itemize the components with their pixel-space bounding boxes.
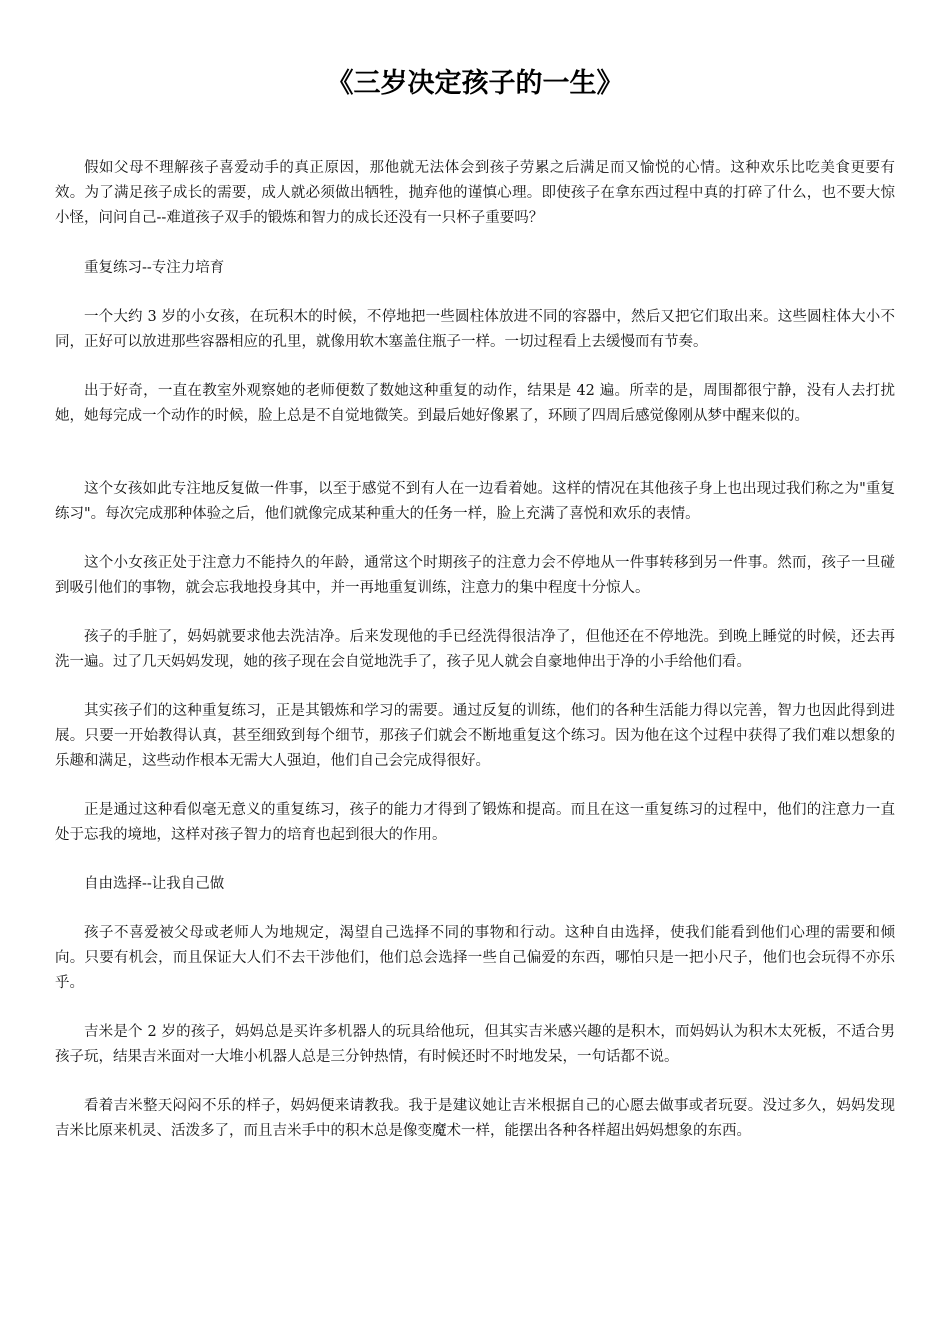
paragraph: 其实孩子们的这种重复练习，正是其锻炼和学习的需要。通过反复的训练，他们的各种生活能力得以完善，智力也因此得到进展。只要一开始教得认真，甚至细致到每个细节，那孩子们就会不断地重复这个练习。因为他在这个过程中获得了我们难以想象的乐趣和满足，这些动作根本无需大人强迫，他们自己会完成得很好。 — [55, 703, 895, 769]
paragraph: 看着吉米整天闷闷不乐的样子，妈妈便来请教我。我于是建议她让吉米根据自己的心愿去做事或者玩耍。没过多久，妈妈发现吉米比原来机灵、活泼多了，而且吉米手中的积木总是像变魔术一样，能摆出各种各样超出妈妈想象的东西。 — [55, 1098, 895, 1139]
paragraph: 孩子不喜爱被父母或老师人为地规定，渴望自己选择不同的事物和行动。这种自由选择，使我们能看到他们心理的需要和倾向。只要有机会，而且保证大人们不去干涉他们，他们总会选择一些自己偏爱的东西，哪怕只是一把小尺子，他们也会玩得不亦乐乎。 — [55, 925, 895, 991]
document-body — [55, 156, 895, 1144]
paragraph: 正是通过这种看似毫无意义的重复练习，孩子的能力才得到了锻炼和提高。而且在这一重复练习的过程中，他们的注意力一直处于忘我的境地，这样对孩子智力的培育也起到很大的作用。 — [55, 802, 895, 843]
paragraph: 出于好奇，一直在教室外观察她的老师便数了数她这种重复的动作，结果是 42 遍。所幸的是，周围都很宁静，没有人去打扰她，她每完成一个动作的时候，脸上总是不自觉地微笑。到最后她好像累了，环顾了四周后感觉像刚从梦中醒来似的。 — [55, 383, 895, 424]
paragraph: 这个女孩如此专注地反复做一件事，以至于感觉不到有人在一边看着她。这样的情况在其他孩子身上也出现过我们称之为"重复练习"。每次完成那种体验之后，他们就像完成某种重大的任务一样，脸上充满了喜悦和欢乐的表情。 — [55, 481, 895, 522]
paragraph: 吉米是个 2 岁的孩子，妈妈总是买许多机器人的玩具给他玩，但其实吉米感兴趣的是积木，而妈妈认为积木太死板，不适合男孩子玩，结果吉米面对一大堆小机器人总是三分钟热情，有时候还时不时地发呆，一句话都不说。 — [55, 1024, 895, 1065]
paragraph: 这个小女孩正处于注意力不能持久的年龄，通常这个时期孩子的注意力会不停地从一件事转移到另一件事。然而，孩子一旦碰到吸引他们的事物，就会忘我地投身其中，并一再地重复训练，注意力的集中程度十分惊人。 — [55, 555, 895, 596]
document-page — [55, 0, 895, 1144]
paragraph: 一个大约 3 岁的小女孩，在玩积木的时候，不停地把一些圆柱体放进不同的容器中，然后又把它们取出来。这些圆柱体大小不同，正好可以放进那些容器相应的孔里，就像用软木塞盖住瓶子一样。一切过程看上去缓慢而有节奏。 — [55, 309, 895, 350]
paragraph-intro: 假如父母不理解孩子喜爱动手的真正原因，那他就无法体会到孩子劳累之后满足而又愉悦的心情。这种欢乐比吃美食更要有效。为了满足孩子成长的需要，成人就必须做出牺牲，抛弃他的谨慎心理。即使孩子在拿东西过程中真的打碎了什么，也不要大惊小怪，问问自己--难道孩子双手的锻炼和智力的成长还没有一只杯子重要吗？ — [55, 160, 895, 226]
document-title: 《三岁决定孩子的一生》 — [326, 68, 624, 99]
section-heading-repeat-practice: 重复练习--专注力培育 — [84, 260, 225, 276]
section-heading-free-choice: 自由选择--让我自己做 — [84, 876, 225, 892]
paragraph: 孩子的手脏了，妈妈就要求他去洗洁净。后来发现他的手已经洗得很洁净了，但他还在不停地洗。到晚上睡觉的时候，还去再洗一遍。过了几天妈妈发现，她的孩子现在会自觉地洗手了，孩子见人就会自豪地伸出于净的小手给他们看。 — [55, 629, 895, 670]
